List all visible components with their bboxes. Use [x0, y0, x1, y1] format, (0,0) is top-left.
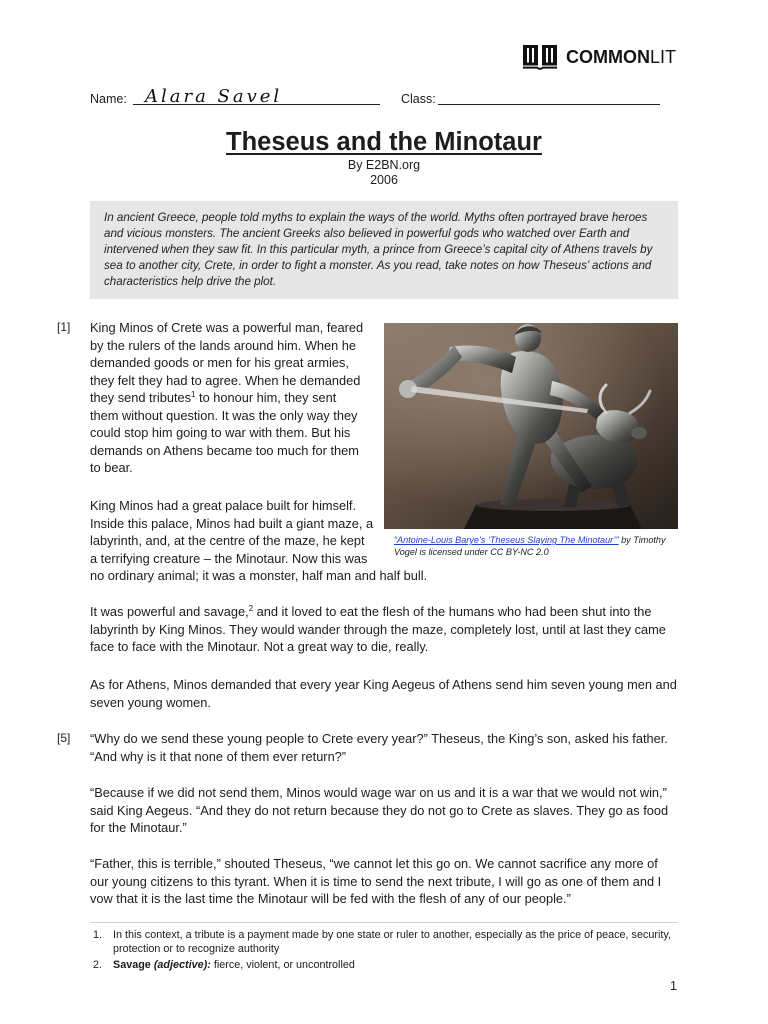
paragraph-line: As for Athens, Minos demanded that every year King Aegeus of Athens send him seven young men and — [90, 677, 677, 692]
name-underline — [133, 104, 380, 105]
paragraph-2 — [90, 497, 427, 585]
paragraph-3 — [90, 603, 666, 656]
paragraph-line: they felt they had to agree. When he demanded — [90, 372, 361, 388]
caption-text: by Timothy — [618, 535, 666, 545]
paragraph-line: “And why is it that none of them ever return?” — [90, 748, 347, 764]
photo-source-link[interactable]: “Antoine-Louis Barye’s ‘Theseus Slaying The Minotaur’” — [394, 535, 619, 545]
photo-caption-line — [394, 534, 666, 546]
part-of-speech: (adjective): — [153, 959, 211, 971]
paragraph-5 — [90, 730, 668, 765]
definition-text: fierce, violent, or uncontrolled — [213, 959, 355, 971]
intro-line: In ancient Greece, people told myths to explain the ways of the world. Myths often portrayed brave heroes — [104, 211, 648, 224]
paragraph-line: no ordinary animal; it was a monster, half man and half bull. — [90, 568, 428, 583]
paragraph-number: [5] — [57, 731, 71, 745]
pedestal — [464, 499, 642, 529]
publication-year: 2006 — [370, 173, 398, 187]
photo-caption-line: Vogel is licensed under CC BY-NC 2.0 — [394, 547, 549, 557]
byline: By E2BN.org — [347, 158, 421, 172]
intro-line: characteristics help drive the plot. — [104, 275, 277, 289]
glossary-term: Savage — [113, 959, 151, 971]
class-underline — [438, 104, 660, 105]
paragraph-line: to bear. — [90, 460, 133, 475]
brand-name-light: LIT — [650, 47, 677, 67]
line-text: they send tributes — [90, 390, 192, 405]
line-text: It was powerful and savage, — [90, 604, 249, 619]
page-number: 1 — [670, 979, 677, 993]
paragraph-line: by the rulers of the lands around him. When he — [90, 337, 357, 353]
sculpture-photo — [384, 323, 678, 529]
footnote-number: 1. — [93, 929, 103, 941]
intro-line: sea to another city, Crete, in order to fight a monster. As you read, take notes on how Theseus’ actions and — [104, 259, 652, 273]
footnote-ref-1: 1 — [191, 390, 196, 399]
paragraph-line: “Father, this is terrible,” shouted Theseus, “we cannot let this go on. We cannot sacrifice any more of — [90, 856, 658, 871]
paragraph-line: “Why do we send these young people to Crete every year?” Theseus, the King’s son, asked his father. — [90, 731, 668, 746]
brand-name-bold: COMMON — [566, 47, 650, 67]
paragraph-line: could stop him going to war with them. But his — [90, 425, 351, 440]
paragraph-line: demands on Athens became too much for them — [90, 442, 359, 458]
paragraph-6 — [90, 784, 668, 837]
paragraph-line: labyrinth by King Minos. They would wander through the maze, completely lost, until at last they came — [90, 621, 666, 637]
paragraph-line: them without question. It was the only way they — [90, 407, 358, 423]
paragraph-line — [90, 389, 363, 407]
commonlit-logo-text — [566, 46, 676, 68]
book-icon — [522, 42, 558, 70]
footnote-text: In this context, a tribute is a payment made by one state or ruler to another, especially as the price of peace, security, — [113, 929, 671, 941]
line-text: to honour him, they sent — [195, 390, 337, 405]
name-label: Name: — [90, 92, 127, 106]
line-text: and it loved to eat the flesh of the humans who had been shut into the — [253, 604, 652, 619]
footnote-definition — [113, 958, 355, 972]
paragraph-line: face to face with the Minotaur. Not a great way to die, really. — [90, 639, 429, 654]
paragraph-line: vow that it is the last time the Minotaur will be fed with the flesh of any of our people.” — [90, 891, 571, 906]
intro-box — [90, 201, 678, 299]
page-title: Theseus and the Minotaur — [226, 128, 542, 156]
class-label: Class: — [401, 92, 436, 106]
intro-line: and vicious monsters. The ancient Greeks also believed in powerful gods who watched over Earth and — [104, 227, 630, 241]
intro-line: intervened when they saw fit. In this particular myth, a prince from Greece’s capital city of Athens travels by — [104, 243, 653, 257]
paragraph-1 — [90, 319, 363, 477]
intro-text — [104, 210, 652, 290]
paragraph-line: for the Minotaur.” — [90, 820, 187, 835]
footnote-divider — [90, 922, 678, 923]
paragraph-line: Inside this palace, Minos had built a giant maze, a — [90, 515, 374, 531]
footnote-ref-2: 2 — [248, 604, 254, 613]
paragraph-line: our young citizens to this tyrant. When it is time to send the next tribute, I will go as one of them and I — [90, 873, 662, 889]
handwritten-name: Alara Savel — [145, 86, 283, 107]
paragraph-line: “Because if we did not send them, Minos would wage war on us and it is a war that we would not win,” — [90, 785, 667, 800]
paragraph-7 — [90, 855, 661, 908]
paragraph-line: said King Aegeus. “And they do not return because they do not go to Crete as slaves. They go as food — [90, 802, 669, 818]
paragraph-number: [1] — [57, 320, 71, 334]
footnote-text: protection or to recognize authority — [113, 943, 280, 955]
paragraph-line: King Minos of Crete was a powerful man, feared — [90, 320, 364, 335]
paragraph-line: King Minos had a great palace built for himself. — [90, 498, 357, 513]
paragraph-4 — [90, 676, 677, 711]
paragraph-line: labyrinth, and, at the centre of the maze, he kept — [90, 533, 365, 548]
paragraph-line: a terrifying creature – the Minotaur. Now this was — [90, 550, 368, 566]
paragraph-line: demanded goods or men for his great armies, — [90, 355, 349, 370]
paragraph-line — [90, 603, 666, 621]
paragraph-line: seven young women. — [90, 694, 211, 710]
footnote-number: 2. — [93, 959, 103, 971]
